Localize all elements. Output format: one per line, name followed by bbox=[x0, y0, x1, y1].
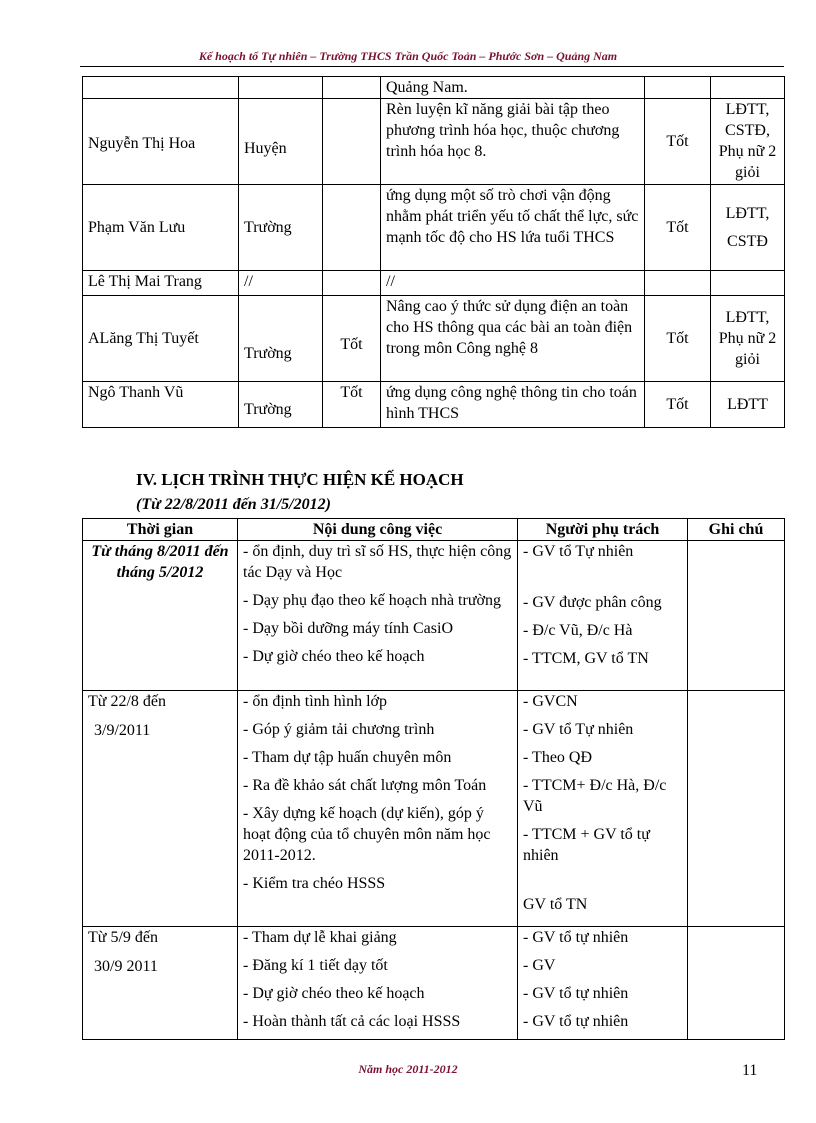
award-cell bbox=[711, 77, 785, 99]
table-row bbox=[83, 541, 785, 691]
topic-cell: Rèn luyện kĩ năng giải bài tập theo phương trình hóa học, thuộc chương trình hóa học 8. bbox=[381, 99, 645, 185]
content-item: - Hoàn thành tất cả các loại HSSS bbox=[243, 1013, 461, 1030]
header-divider bbox=[80, 66, 784, 67]
result-cell: Tốt bbox=[645, 296, 711, 382]
result-cell: Tốt bbox=[645, 185, 711, 271]
person-item: - GV tổ tự nhiên bbox=[523, 1013, 629, 1030]
table-row bbox=[83, 296, 785, 382]
table-row bbox=[83, 382, 785, 428]
teacher-name: ALăng Thị Tuyết bbox=[83, 296, 239, 382]
person-item: - GV tổ Tự nhiên bbox=[523, 543, 634, 560]
topic-cell: // bbox=[381, 271, 645, 296]
note-cell bbox=[688, 541, 785, 691]
time-cell: Từ tháng 8/2011 đến tháng 5/2012 bbox=[83, 541, 238, 691]
initiative-table bbox=[82, 76, 785, 428]
topic-cell: Nâng cao ý thức sử dụng điện an toàn cho HS thông qua các bài an toàn điện trong môn Công nghệ 8 bbox=[381, 296, 645, 382]
schedule-table bbox=[82, 518, 785, 1040]
topic-cell: ứng dụng công nghệ thông tin cho toán hình THCS bbox=[381, 382, 645, 428]
result-cell bbox=[645, 77, 711, 99]
person-cell bbox=[518, 541, 688, 691]
content-item: - Ra đề khảo sát chất lượng môn Toán bbox=[243, 777, 487, 794]
person-item: - GV tổ tự nhiên bbox=[523, 985, 629, 1002]
rating-cell bbox=[323, 185, 381, 271]
rating-cell: Tốt bbox=[323, 382, 381, 428]
table-row bbox=[83, 99, 785, 185]
award-cell: LĐTT bbox=[711, 382, 785, 428]
table-row bbox=[83, 271, 785, 296]
person-cell bbox=[518, 927, 688, 1040]
person-item: - TTCM, GV tổ TN bbox=[523, 650, 649, 667]
time-line: Từ 22/8 đến bbox=[88, 693, 166, 710]
page-number: 11 bbox=[742, 1062, 758, 1079]
person-item: GV tổ TN bbox=[523, 896, 588, 913]
level-cell: Huyện bbox=[239, 99, 323, 185]
teacher-name: Nguyễn Thị Hoa bbox=[83, 99, 239, 185]
person-item: - GV tổ tự nhiên bbox=[523, 929, 629, 946]
person-item: - Theo QĐ bbox=[523, 749, 593, 766]
content-item: - ổn định tình hình lớp bbox=[243, 693, 388, 710]
content-cell bbox=[238, 927, 518, 1040]
award-cell: LĐTT, Phụ nữ 2 giỏi bbox=[711, 296, 785, 382]
content-item: - Dự giờ chéo theo kế hoạch bbox=[243, 985, 425, 1002]
person-item: - GV bbox=[523, 957, 556, 974]
person-item: - GVCN bbox=[523, 693, 578, 710]
time-line: Từ 5/9 đến bbox=[88, 929, 158, 946]
award-cell: LĐTT, CSTĐ, Phụ nữ 2 giỏi bbox=[711, 99, 785, 185]
person-item: - GV tổ Tự nhiên bbox=[523, 721, 634, 738]
content-item: - Đăng kí 1 tiết dạy tốt bbox=[243, 957, 388, 974]
person-cell bbox=[518, 691, 688, 927]
content-item: - Kiểm tra chéo HSSS bbox=[243, 875, 386, 892]
note-cell bbox=[688, 927, 785, 1040]
result-cell bbox=[645, 271, 711, 296]
level-cell: Trường bbox=[239, 382, 323, 428]
teacher-name: Ngô Thanh Vũ bbox=[83, 382, 239, 428]
rating-cell bbox=[323, 77, 381, 99]
header-note: Ghi chú bbox=[688, 519, 785, 541]
header-content: Nội dung công việc bbox=[238, 519, 518, 541]
topic-cell: Quảng Nam. bbox=[381, 77, 645, 99]
content-item: - Xây dựng kế hoạch (dự kiến), góp ý hoạt động của tổ chuyên môn năm học 2011-2012. bbox=[243, 805, 491, 864]
table-row bbox=[83, 185, 785, 271]
time-line: 30/9 2011 bbox=[94, 958, 158, 975]
award-cell: LĐTT, CSTĐ bbox=[711, 185, 785, 271]
content-item: - Dự giờ chéo theo kế hoạch bbox=[243, 648, 425, 665]
award-cell bbox=[711, 271, 785, 296]
level-cell: // bbox=[239, 271, 323, 296]
teacher-name: Lê Thị Mai Trang bbox=[83, 271, 239, 296]
header-time: Thời gian bbox=[83, 519, 238, 541]
content-cell bbox=[238, 541, 518, 691]
time-line: 3/9/2011 bbox=[94, 722, 151, 739]
content-cell bbox=[238, 691, 518, 927]
content-item: - Tham dự tập huấn chuyên môn bbox=[243, 749, 452, 766]
table-row bbox=[83, 927, 785, 1040]
person-item: - Đ/c Vũ, Đ/c Hà bbox=[523, 622, 633, 639]
rating-cell bbox=[323, 99, 381, 185]
content-item: - Góp ý giảm tải chương trình bbox=[243, 721, 435, 738]
table-row bbox=[83, 77, 785, 99]
level-cell: Trường bbox=[239, 296, 323, 382]
teacher-name bbox=[83, 77, 239, 99]
table-row bbox=[83, 691, 785, 927]
header-person: Người phụ trách bbox=[518, 519, 688, 541]
time-cell bbox=[83, 927, 238, 1040]
person-item: - TTCM + GV tổ tự nhiên bbox=[523, 826, 650, 864]
rating-cell: Tốt bbox=[323, 296, 381, 382]
time-cell bbox=[83, 691, 238, 927]
level-cell: Trường bbox=[239, 185, 323, 271]
teacher-name: Phạm Văn Lưu bbox=[83, 185, 239, 271]
result-cell: Tốt bbox=[645, 382, 711, 428]
section-title: IV. LỊCH TRÌNH THỰC HIỆN KẾ HOẠCH bbox=[136, 470, 464, 489]
rating-cell bbox=[323, 271, 381, 296]
person-item: - TTCM+ Đ/c Hà, Đ/c Vũ bbox=[523, 777, 667, 815]
person-item: - GV được phân công bbox=[523, 594, 662, 611]
level-cell bbox=[239, 77, 323, 99]
page-header: Kế hoạch tổ Tự nhiên – Trường THCS Trần Quốc Toản – Phước Sơn – Quảng Nam bbox=[198, 49, 618, 63]
table-header-row bbox=[83, 519, 785, 541]
content-item: - Dạy bồi dưỡng máy tính CasiO bbox=[243, 620, 453, 637]
content-item: - Dạy phụ đạo theo kế hoạch nhà trường bbox=[243, 592, 501, 609]
note-cell bbox=[688, 691, 785, 927]
content-item: - ổn định, duy trì sĩ số HS, thực hiện công tác Dạy và Học bbox=[243, 543, 512, 581]
page-footer: Năm học 2011-2012 bbox=[358, 1062, 458, 1076]
content-item: - Tham dự lễ khai giảng bbox=[243, 929, 397, 946]
result-cell: Tốt bbox=[645, 99, 711, 185]
section-subtitle: (Từ 22/8/2011 đến 31/5/2012) bbox=[136, 496, 331, 513]
topic-cell: ứng dụng một số trò chơi vận động nhằm phát triển yếu tố chất thể lực, sức mạnh tốc độ cho HS lứa tuổi THCS bbox=[381, 185, 645, 271]
